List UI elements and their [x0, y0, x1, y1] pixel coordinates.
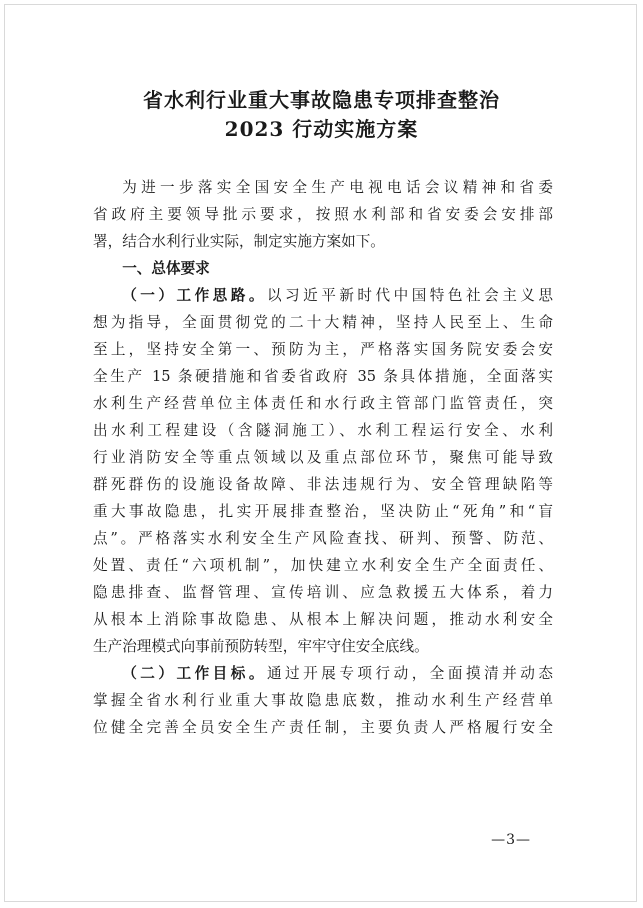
sub1-line-text: 隐患排查、监督管理、宣传培训、应急救援五大体系，着力 — [93, 584, 553, 601]
document-body — [93, 174, 553, 741]
subsection-2-label: （二）工作目标。 — [122, 665, 267, 682]
subsection-1-line — [93, 309, 553, 336]
subsection-1-line — [93, 444, 553, 471]
sub1-line-text: 重大事故隐患，扎实开展排查整治，坚决防止“死角”和“盲 — [93, 503, 553, 520]
intro-line-2-text: 省政府主要领导批示要求，按照水利部和省安委会安排部 — [93, 206, 553, 223]
sub1-line-text: 至上，坚持安全第一、预防为主，严格落实国务院安委会安 — [93, 341, 553, 358]
sub1-line-text: 想为指导，全面贯彻党的二十大精神，坚持人民至上、生命 — [93, 314, 553, 331]
subsection-1-first-text: 以习近平新时代中国特色社会主义思 — [266, 287, 553, 304]
intro-line — [93, 174, 553, 201]
sub2-line-text: 掌握全省水利行业重大事故隐患底数，推动水利生产经营单 — [93, 692, 553, 709]
document-title-line-1: 省水利行业重大事故隐患专项排查整治 — [143, 88, 500, 112]
subsection-1-line — [93, 471, 553, 498]
intro-line-3-text: 署，结合水利行业实际，制定实施方案如下。 — [93, 233, 385, 250]
subsection-2-line — [93, 714, 553, 741]
subsection-1-line — [93, 579, 553, 606]
subsection-1-line — [93, 606, 553, 633]
subsection-1-line — [93, 390, 553, 417]
sub1-line-text: 水利生产经营单位主体责任和水行政主管部门监管责任，突 — [93, 395, 553, 412]
subsection-1-first-line — [93, 282, 553, 309]
subsection-1-line — [93, 498, 553, 525]
subsection-1-line — [93, 417, 553, 444]
sub1-line-text: 生产治理模式向事前预防转型，牢牢守住安全底线。 — [93, 638, 429, 655]
sub1-line-text: 处置、责任“六项机制”，加快建立水利安全生产全面责任、 — [93, 557, 553, 574]
subsection-1-line — [93, 363, 553, 390]
sub1-line-text: 群死群伤的设施设备故障、非法违规行为、安全管理缺陷等 — [93, 476, 553, 493]
subsection-1-label: （一）工作思路。 — [122, 287, 267, 304]
sub2-line-text: 位健全完善全员安全生产责任制，主要负责人严格履行安全 — [93, 719, 553, 736]
sub1-line-text: 从根本上消除事故隐患、从根本上解决问题，推动水利安全 — [93, 611, 553, 628]
page-number: —3— — [491, 832, 531, 848]
intro-line — [93, 228, 553, 255]
document-title-line-2: 2023 行动实施方案 — [224, 117, 419, 141]
subsection-2-first-text: 通过开展专项行动，全面摸清并动态 — [266, 665, 553, 682]
sub1-line-text: 点”。严格落实水利安全生产风险查找、研判、预警、防范、 — [93, 530, 553, 547]
subsection-1-line — [93, 525, 553, 552]
subsection-1-line — [93, 336, 553, 363]
sub1-line-text: 出水利工程建设（含隧洞施工）、水利工程运行安全、水利 — [93, 422, 553, 439]
section-1-heading-text: 一、总体要求 — [122, 260, 210, 277]
subsection-1-line — [93, 633, 553, 660]
sub1-line-text: 全生产 15 条硬措施和省委省政府 35 条具体措施，全面落实 — [93, 368, 553, 385]
intro-line-1-text: 为进一步落实全国安全生产电视电话会议精神和省委 — [122, 179, 553, 196]
subsection-1-line — [93, 552, 553, 579]
subsection-2-line — [93, 687, 553, 714]
section-heading — [93, 255, 553, 282]
subsection-2-first-line — [93, 660, 553, 687]
intro-line — [93, 201, 553, 228]
sub1-line-text: 行业消防安全等重点领域以及重点部位环节，聚焦可能导致 — [93, 449, 553, 466]
